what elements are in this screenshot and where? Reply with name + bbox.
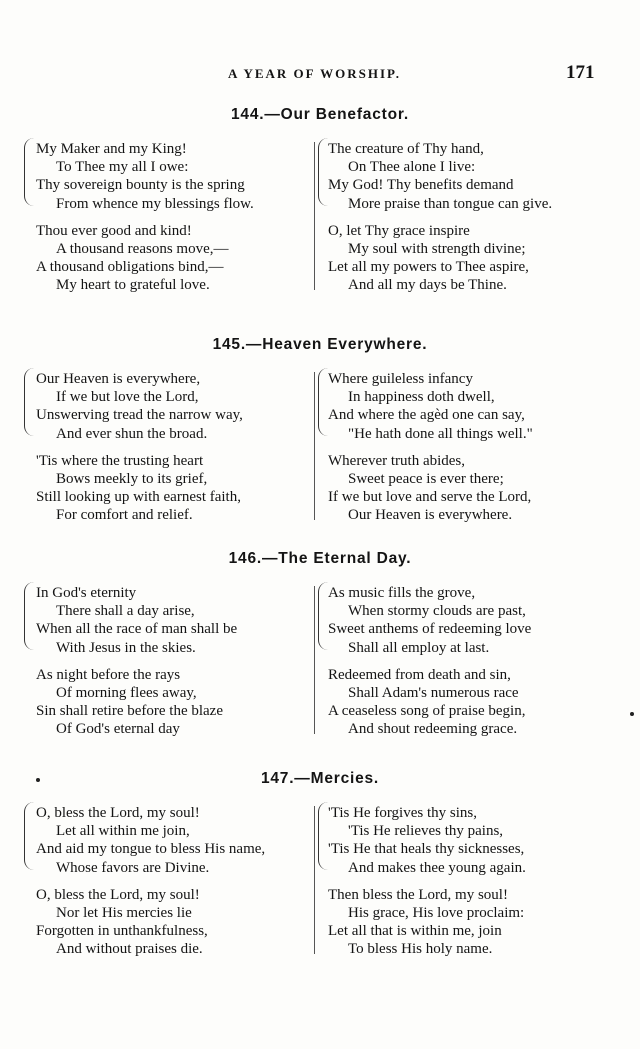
verse-line: Sin shall retire before the blaze bbox=[36, 703, 224, 720]
stanza bbox=[328, 666, 628, 739]
print-speck bbox=[630, 712, 634, 716]
stanza bbox=[36, 584, 336, 657]
hymn-column-right bbox=[328, 370, 628, 534]
verse-line: And makes thee young again. bbox=[348, 859, 526, 876]
verse-line: Forgotten in unthankfulness, bbox=[36, 923, 208, 940]
hymn-title: 144.—Our Benefactor. bbox=[231, 106, 409, 123]
verse-line: Shall Adam's numerous race bbox=[348, 685, 519, 702]
hymn-column-left bbox=[36, 370, 336, 534]
stanza bbox=[328, 886, 628, 959]
verse-line: Shall all employ at last. bbox=[348, 639, 490, 656]
hymn-column-right bbox=[328, 804, 628, 968]
verse-line: And all my days be Thine. bbox=[348, 277, 507, 294]
hymn-title: 147.—Mercies. bbox=[260, 770, 380, 787]
verse-line: To Thee my all I owe: bbox=[56, 159, 189, 176]
running-head: A YEAR OF WORSHIP. bbox=[228, 66, 402, 81]
stanza bbox=[36, 452, 336, 525]
stanza bbox=[36, 370, 336, 443]
verse-line: And without praises die. bbox=[56, 941, 203, 958]
verse-line: "He hath done all things well." bbox=[348, 425, 533, 442]
verse-line: A thousand obligations bind,— bbox=[36, 259, 224, 276]
stanza bbox=[328, 584, 628, 657]
verse-line: 'Tis He that heals thy sicknesses, bbox=[328, 841, 525, 858]
verse-line: And shout redeeming grace. bbox=[348, 721, 518, 738]
verse-line: O, let Thy grace inspire bbox=[328, 222, 470, 239]
hymn-column-right bbox=[328, 140, 628, 304]
page-header bbox=[0, 62, 640, 86]
verse-line: Of God's eternal day bbox=[56, 721, 180, 738]
verse-line: A ceaseless song of praise begin, bbox=[328, 703, 526, 720]
verse-line: 'Tis where the trusting heart bbox=[36, 452, 204, 469]
verse-line: And where the agèd one can say, bbox=[328, 407, 525, 424]
verse-line: More praise than tongue can give. bbox=[348, 195, 553, 212]
verse-line: O, bless the Lord, my soul! bbox=[36, 805, 200, 821]
column-divider bbox=[314, 372, 315, 520]
stanza-bracket bbox=[24, 368, 35, 436]
verse-line: When all the race of man shall be bbox=[36, 621, 238, 638]
verse-line: To bless His holy name. bbox=[348, 941, 493, 958]
stanza-bracket bbox=[318, 582, 329, 650]
verse-line: My God! Thy benefits demand bbox=[328, 177, 514, 194]
verse-line: If we but love and serve the Lord, bbox=[328, 489, 532, 506]
verse-line: When stormy clouds are past, bbox=[348, 603, 526, 620]
stanza-bracket bbox=[318, 368, 329, 436]
verse-line: My Maker and my King! bbox=[36, 141, 187, 157]
verse-line: There shall a day arise, bbox=[56, 603, 195, 620]
verse-line: Still looking up with earnest faith, bbox=[36, 489, 241, 506]
column-divider bbox=[314, 806, 315, 954]
verse-line: Thou ever good and kind! bbox=[36, 222, 192, 239]
verse-line: Bows meekly to its grief, bbox=[56, 471, 208, 488]
verse-line: Where guileless infancy bbox=[328, 371, 473, 387]
stanza-bracket bbox=[24, 138, 35, 206]
verse-line: The creature of Thy hand, bbox=[328, 141, 484, 157]
verse-line: My heart to grateful love. bbox=[56, 277, 210, 294]
stanza bbox=[328, 222, 628, 295]
verse-line: Redeemed from death and sin, bbox=[328, 666, 511, 683]
verse-line: My soul with strength divine; bbox=[348, 241, 526, 258]
verse-line: Sweet anthems of redeeming love bbox=[328, 621, 532, 638]
column-divider bbox=[314, 586, 315, 734]
verse-line: Then bless the Lord, my soul! bbox=[328, 886, 508, 903]
hymn-column-right bbox=[328, 584, 628, 748]
verse-line: In God's eternity bbox=[36, 585, 137, 601]
stanza bbox=[36, 886, 336, 959]
verse-line: Wherever truth abides, bbox=[328, 452, 466, 469]
hymn-title: 146.—The Eternal Day. bbox=[228, 550, 412, 567]
stanza-bracket bbox=[318, 138, 329, 206]
verse-line: From whence my blessings flow. bbox=[56, 195, 254, 212]
stanza bbox=[36, 140, 336, 213]
verse-line: Our Heaven is everywhere, bbox=[36, 371, 201, 387]
verse-line: His grace, His love proclaim: bbox=[348, 905, 525, 922]
stanza bbox=[36, 666, 336, 739]
verse-line: Let all my powers to Thee aspire, bbox=[328, 259, 529, 276]
stanza bbox=[328, 804, 628, 877]
verse-line: With Jesus in the skies. bbox=[56, 639, 196, 656]
hymn-column-left bbox=[36, 804, 336, 968]
verse-line: On Thee alone I live: bbox=[348, 159, 476, 176]
hymn-column-left bbox=[36, 140, 336, 304]
verse-line: Unswerving tread the narrow way, bbox=[36, 407, 243, 424]
stanza bbox=[36, 222, 336, 295]
verse-line: 'Tis He forgives thy sins, bbox=[328, 805, 477, 821]
verse-line: In happiness doth dwell, bbox=[348, 389, 495, 406]
hymn-column-left bbox=[36, 584, 336, 748]
verse-line: And ever shun the broad. bbox=[56, 425, 208, 442]
verse-line: 'Tis He relieves thy pains, bbox=[348, 823, 504, 840]
hymn-title: 145.—Heaven Everywhere. bbox=[212, 336, 428, 353]
verse-line: O, bless the Lord, my soul! bbox=[36, 886, 200, 903]
stanza bbox=[36, 804, 336, 877]
stanza bbox=[328, 452, 628, 525]
verse-line: Whose favors are Divine. bbox=[56, 859, 210, 876]
stanza bbox=[328, 140, 628, 213]
verse-line: A thousand reasons move,— bbox=[56, 241, 229, 258]
print-speck bbox=[36, 778, 40, 782]
verse-line: Of morning flees away, bbox=[56, 685, 197, 702]
stanza-bracket bbox=[24, 582, 35, 650]
verse-line: And aid my tongue to bless His name, bbox=[36, 841, 266, 858]
stanza bbox=[328, 370, 628, 443]
verse-line: Sweet peace is ever there; bbox=[348, 471, 504, 488]
verse-line: As night before the rays bbox=[36, 666, 181, 683]
verse-line: As music fills the grove, bbox=[328, 585, 476, 601]
verse-line: If we but love the Lord, bbox=[56, 389, 199, 406]
verse-line: Nor let His mercies lie bbox=[56, 905, 192, 922]
verse-line: For comfort and relief. bbox=[56, 507, 193, 524]
verse-line: Our Heaven is everywhere. bbox=[348, 507, 513, 524]
verse-line: Thy sovereign bounty is the spring bbox=[36, 177, 245, 194]
verse-line: Let all within me join, bbox=[56, 823, 190, 840]
verse-line: Let all that is within me, join bbox=[328, 923, 502, 940]
column-divider bbox=[314, 142, 315, 290]
stanza-bracket bbox=[318, 802, 329, 870]
page-number: 171 bbox=[566, 62, 595, 83]
stanza-bracket bbox=[24, 802, 35, 870]
